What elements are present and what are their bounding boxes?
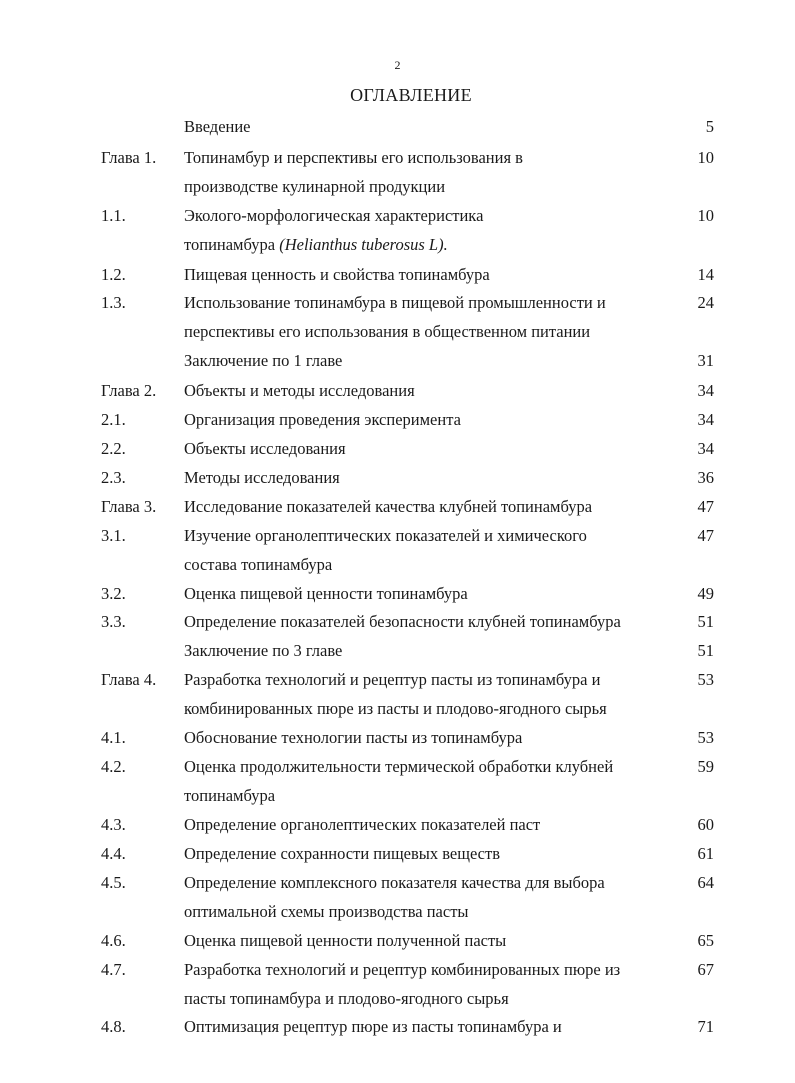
toc-page-number: 5 — [705, 117, 714, 136]
toc-line — [0, 986, 795, 1012]
toc-page-number: 10 — [697, 206, 714, 225]
toc-text: Определение комплексного показателя качества для выбора — [184, 873, 605, 892]
toc-line — [0, 145, 795, 171]
toc-page-number: 59 — [697, 757, 714, 776]
toc-text: Разработка технологий и рецептур пасты из топинамбура и — [184, 670, 601, 689]
toc-number: 4.3. — [101, 815, 126, 834]
toc-number: 4.4. — [101, 844, 126, 863]
toc-text: Исследование показателей качества клубней топинамбура — [184, 497, 593, 516]
toc-line — [0, 523, 795, 549]
toc-page-number: 64 — [697, 873, 714, 892]
toc-number: Глава 4. — [101, 670, 157, 689]
toc-text: топинамбура — [184, 786, 276, 805]
toc-text: Использование топинамбура в пищевой промышленности и — [184, 293, 606, 312]
toc-page-number: 51 — [697, 612, 714, 631]
toc-number: Глава 2. — [101, 381, 157, 400]
toc-number: 4.2. — [101, 757, 126, 776]
toc-number: 1.3. — [101, 293, 126, 312]
toc-number: 4.8. — [101, 1017, 126, 1036]
toc-number: 1.2. — [101, 265, 126, 284]
toc-line — [0, 319, 795, 345]
toc-number: 4.6. — [101, 931, 126, 950]
toc-text: Заключение по 1 главе — [184, 351, 343, 370]
toc-text: Разработка технологий и рецептур комбинированных пюре из — [184, 960, 621, 979]
toc-page-number: 34 — [697, 439, 714, 458]
toc-line — [0, 407, 795, 433]
toc-text: состава топинамбура — [184, 555, 333, 574]
toc-line — [0, 609, 795, 635]
toc-line — [0, 436, 795, 462]
toc-page-number: 34 — [697, 410, 714, 429]
toc-line — [0, 783, 795, 809]
toc-page-number: 51 — [697, 641, 714, 660]
toc-text: Эколого-морфологическая характеристика — [184, 206, 484, 225]
toc-page-number: 61 — [697, 844, 714, 863]
toc-text: топинамбура (Helianthus tuberosus L). — [184, 235, 448, 254]
toc-number: 3.2. — [101, 584, 126, 603]
toc-page-number: 31 — [697, 351, 714, 370]
toc-line — [0, 841, 795, 867]
toc-text: перспективы его использования в общественном питании — [184, 322, 591, 341]
toc-text: Определение органолептических показателей паст — [184, 815, 541, 834]
toc-line — [0, 114, 795, 140]
toc-number: 3.1. — [101, 526, 126, 545]
toc-number: 4.5. — [101, 873, 126, 892]
toc-number: Глава 3. — [101, 497, 157, 516]
page-title: ОГЛАВЛЕНИЕ — [350, 85, 472, 105]
page-number: 2 — [394, 58, 401, 72]
toc-number: 1.1. — [101, 206, 126, 225]
toc-line — [0, 203, 795, 229]
toc-text: оптимальной схемы производства пасты — [184, 902, 469, 921]
toc-line — [0, 378, 795, 404]
toc-page-number: 47 — [697, 526, 714, 545]
toc-line — [0, 174, 795, 200]
toc-line — [0, 581, 795, 607]
toc-line — [0, 696, 795, 722]
toc-line — [0, 899, 795, 925]
toc-number: 3.3. — [101, 612, 126, 631]
toc-line — [0, 812, 795, 838]
toc-line — [0, 928, 795, 954]
toc-number: Глава 1. — [101, 148, 157, 167]
toc-text-italic: (Helianthus tuberosus L). — [279, 235, 448, 254]
toc-page-number: 71 — [697, 1017, 714, 1036]
toc-page-number: 24 — [697, 293, 714, 312]
toc-text: Оптимизация рецептур пюре из пасты топинамбура и — [184, 1017, 562, 1036]
toc-number: 2.2. — [101, 439, 126, 458]
toc-text: Определение сохранности пищевых веществ — [184, 844, 501, 863]
toc-page-number: 67 — [697, 960, 714, 979]
toc-line — [0, 667, 795, 693]
toc-text: комбинированных пюре из пасты и плодово-ягодного сырья — [184, 699, 607, 718]
toc-line — [0, 290, 795, 316]
toc-number: 4.1. — [101, 728, 126, 747]
toc-line — [0, 494, 795, 520]
toc-number: 2.1. — [101, 410, 126, 429]
toc-line — [0, 552, 795, 578]
toc-page-number: 49 — [697, 584, 714, 603]
toc-line — [0, 957, 795, 983]
toc-page-number: 36 — [697, 468, 714, 487]
toc-page-number: 53 — [697, 728, 714, 747]
toc-text: Организация проведения эксперимента — [184, 410, 461, 429]
toc-page-number: 34 — [697, 381, 714, 400]
toc-number: 4.7. — [101, 960, 126, 979]
toc-text: Введение — [184, 117, 251, 136]
toc-line — [0, 262, 795, 288]
toc-line — [0, 348, 795, 374]
toc-text: Определение показателей безопасности клубней топинамбура — [184, 612, 621, 631]
toc-page-number: 65 — [697, 931, 714, 950]
toc-page-number: 47 — [697, 497, 714, 516]
toc-text: Изучение органолептических показателей и химического — [184, 526, 587, 545]
toc-text: Объекты исследования — [184, 439, 346, 458]
toc-text: Обоснование технологии пасты из топинамбура — [184, 728, 523, 747]
toc-page-number: 60 — [697, 815, 714, 834]
toc-text: Заключение по 3 главе — [184, 641, 343, 660]
toc-text: Объекты и методы исследования — [184, 381, 415, 400]
toc-page-number: 10 — [697, 148, 714, 167]
toc-line — [0, 232, 795, 258]
toc-text: Пищевая ценность и свойства топинамбура — [184, 265, 490, 284]
toc-text: производстве кулинарной продукции — [184, 177, 446, 196]
toc-text: Оценка пищевой ценности полученной пасты — [184, 931, 507, 950]
toc-line — [0, 465, 795, 491]
toc-line — [0, 870, 795, 896]
toc-line — [0, 638, 795, 664]
toc-text: Топинамбур и перспективы его использования в — [184, 148, 523, 167]
toc-text: пасты топинамбура и плодово-ягодного сырья — [184, 989, 509, 1008]
toc-line — [0, 1014, 795, 1040]
toc-line — [0, 725, 795, 751]
toc-line — [0, 754, 795, 780]
toc-number: 2.3. — [101, 468, 126, 487]
toc-text: Оценка пищевой ценности топинамбура — [184, 584, 468, 603]
toc-text: Оценка продолжительности термической обработки клубней — [184, 757, 614, 776]
toc-text: Методы исследования — [184, 468, 340, 487]
toc-page-number: 53 — [697, 670, 714, 689]
toc-page-number: 14 — [697, 265, 714, 284]
